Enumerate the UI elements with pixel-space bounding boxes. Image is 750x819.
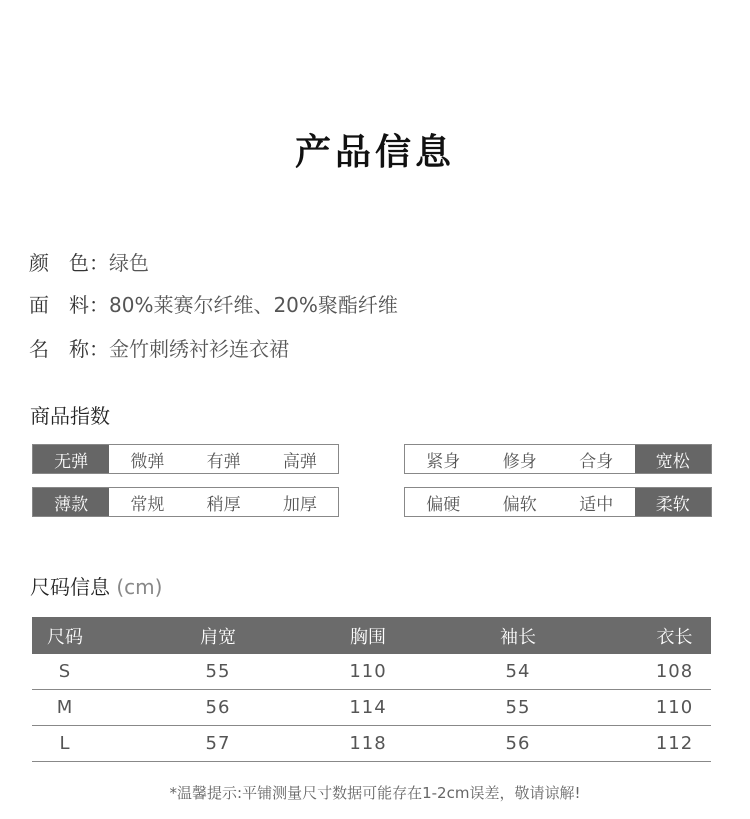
- table-cell: 112: [638, 726, 711, 762]
- header-shoulder: 肩宽: [98, 617, 338, 654]
- index-option-thickness: 薄款: [33, 488, 109, 516]
- size-unit: (cm): [116, 575, 163, 599]
- table-cell: 55: [398, 690, 638, 726]
- elasticity-index: [32, 444, 339, 474]
- table-cell: 57: [98, 726, 338, 762]
- table-cell: 110: [638, 690, 711, 726]
- size-table: [32, 617, 711, 762]
- index-option-elasticity: 有弹: [206, 451, 241, 472]
- size-section-title: [30, 571, 162, 600]
- header-size: 尺码: [32, 617, 98, 654]
- index-option-fit: 宽松: [635, 445, 712, 473]
- index-option-fit: 紧身: [426, 451, 461, 472]
- table-cell: 54: [398, 654, 638, 690]
- table-cell: 56: [98, 690, 338, 726]
- table-cell: S: [32, 654, 98, 690]
- index-option-softness: 偏硬: [426, 494, 461, 515]
- table-cell: L: [32, 726, 98, 762]
- index-option-fit: 修身: [502, 451, 537, 472]
- table-cell: 56: [398, 726, 638, 762]
- info-value: 金竹刺绣衬衫连衣裙: [109, 337, 289, 361]
- info-value: 绿色: [109, 251, 149, 275]
- fit-index: [404, 444, 712, 474]
- table-cell: 114: [338, 690, 398, 726]
- index-option-fit: 合身: [579, 451, 614, 472]
- table-cell: M: [32, 690, 98, 726]
- info-label: 名 称：: [29, 337, 109, 361]
- size-note: *温馨提示:平铺测量尺寸数据可能存在1-2cm误差，敬请谅解!: [169, 784, 581, 802]
- index-option-elasticity: 微弹: [130, 451, 165, 472]
- index-option-softness: 适中: [579, 494, 614, 515]
- index-option-thickness: 加厚: [282, 494, 317, 515]
- table-cell: 55: [98, 654, 338, 690]
- table-cell: 110: [338, 654, 398, 690]
- header-sleeve: 袖长: [398, 617, 638, 654]
- table-cell: 118: [338, 726, 398, 762]
- table-row: [32, 654, 711, 690]
- index-option-thickness: 常规: [130, 494, 165, 515]
- index-option-softness: 偏软: [502, 494, 537, 515]
- size-section-label: 尺码信息: [30, 575, 110, 599]
- table-row: [32, 690, 711, 726]
- info-label: 颜 色：: [29, 251, 109, 275]
- softness-index: [404, 487, 712, 517]
- size-table-header: [32, 617, 711, 654]
- info-row-color: [29, 247, 149, 276]
- index-option-thickness: 稍厚: [206, 494, 241, 515]
- info-row-fabric: [29, 289, 398, 318]
- table-row: [32, 726, 711, 762]
- table-cell: 108: [638, 654, 711, 690]
- index-section-title: 商品指数: [30, 404, 110, 428]
- page-title: 产品信息: [294, 132, 455, 173]
- index-option-softness: 柔软: [635, 488, 712, 516]
- thickness-index: [32, 487, 339, 517]
- info-row-name: [29, 333, 289, 362]
- info-label: 面 料：: [29, 293, 109, 317]
- info-value: 80%莱赛尔纤维、20%聚酯纤维: [109, 293, 398, 317]
- index-option-elasticity: 无弹: [33, 445, 109, 473]
- header-chest: 胸围: [338, 617, 398, 654]
- header-length: 衣长: [638, 617, 711, 654]
- index-option-elasticity: 高弹: [282, 451, 317, 472]
